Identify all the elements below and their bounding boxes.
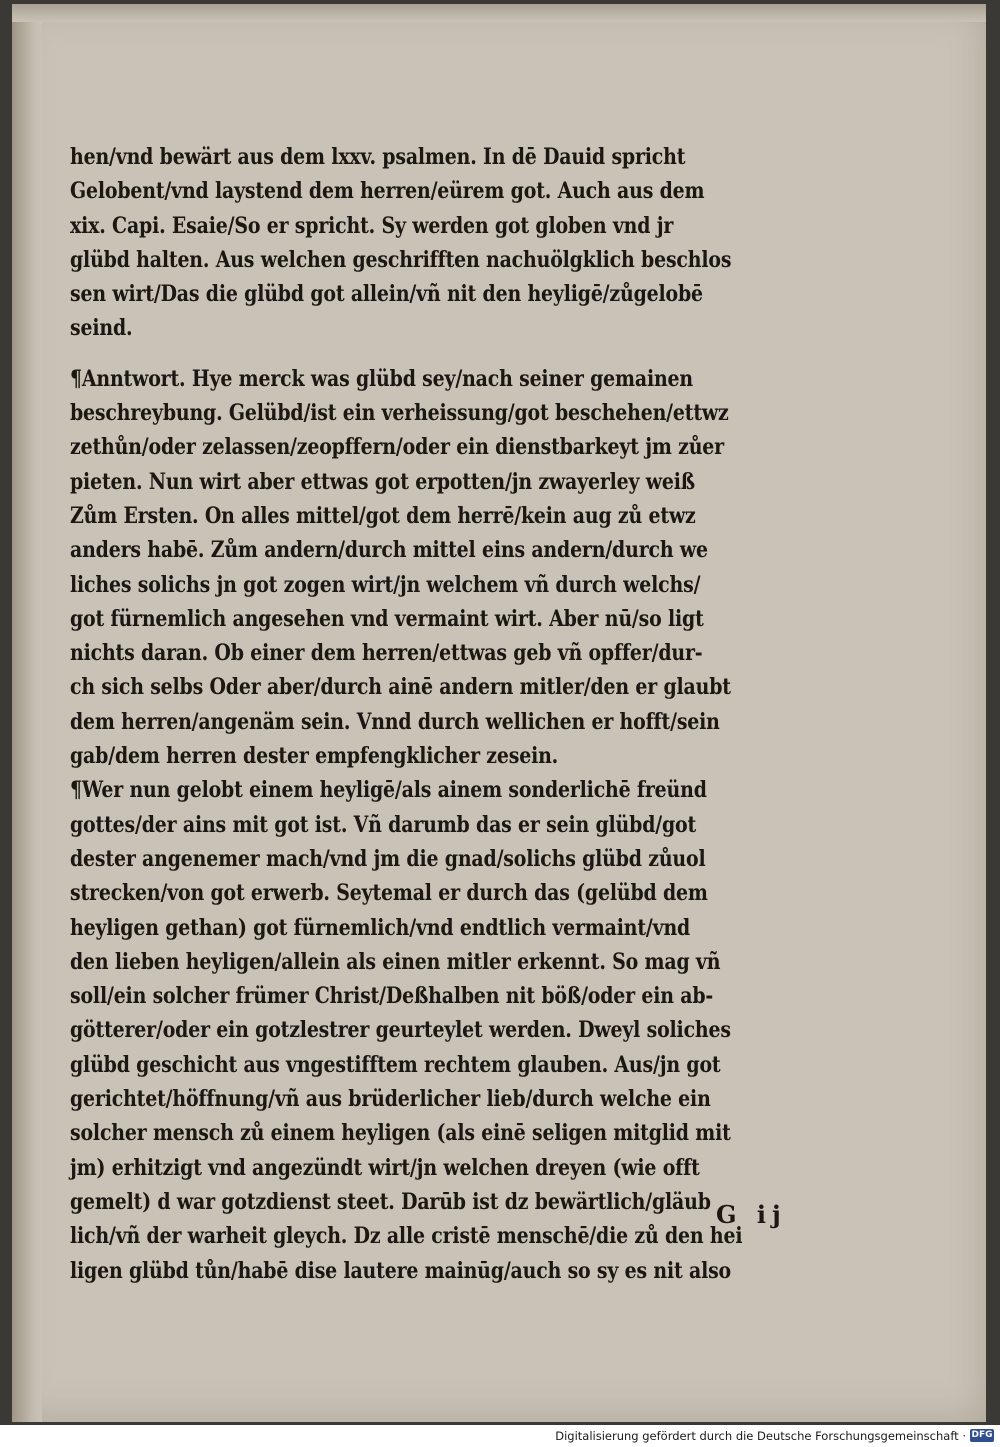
funding-credit: Digitalisierung gefördert durch die Deutsche Forschungsgemeinschaft · [555,1429,966,1443]
text-line: gemelt) d war gotzdienst steet. Darūb ist dz bewärtlich/gläub [70,1188,711,1215]
text-line: glübd geschicht aus vngestifftem rechtem glauben. Aus/jn got [70,1051,721,1078]
text-line: ch sich selbs Oder aber/durch ainē andern mitler/den er glaubt [70,674,731,701]
text-line: den lieben heyligen/allein als einen mitler erkennt. So mag vñ [70,948,721,975]
page-top-shadow [12,4,986,22]
text-line: pieten. Nun wirt aber ettwas got erpotten/jn zwayerley weiß [70,468,695,495]
text-line: jm) erhitzigt vnd angezündt wirt/jn welchen dreyen (wie offt [70,1154,700,1181]
text-line: beschreybung. Gelübd/ist ein verheissung/got beschehen/ettwz [70,400,729,427]
text-line: ¶Wer nun gelobt einem heyligē/als ainem sonderlichē freünd [70,777,707,804]
text-line: glübd halten. Aus welchen geschrifften nachuölgklich beschlos [70,246,732,273]
text-line: seind. [70,315,133,342]
text-line: lich/vñ der warheit gleych. Dz alle cristē menschē/die zů den hei [70,1223,743,1250]
text-line: ligen glübd tůn/habē dise lautere mainūg/auch so sy es nit also [70,1257,732,1284]
text-line: gerichtet/höffnung/vñ aus brüderlicher lieb/durch welche ein [70,1086,711,1113]
signature-mark: G ij [716,1200,787,1229]
dfg-logo-icon: DFG [971,1430,993,1440]
text-line: Gelobent/vnd laystend dem herren/eürem got. Auch aus dem [70,178,705,205]
text-line: hen/vnd bewärt aus dem lxxv. psalmen. In dē Dauid spricht [70,144,686,170]
text-line: sen wirt/Das die glübd got allein/vñ nit den heyligē/zůgelobē [70,281,703,308]
text-line: solcher mensch zů einem heyligen (als einē seligen mitglid mit [70,1120,731,1147]
text-line: heyligen gethan) got fürnemlich/vnd endtlich vermaint/vnd [70,914,691,941]
text-line: anders habē. Zům andern/durch mittel eins andern/durch we [70,537,708,564]
text-line: götterer/oder ein gotzlestrer geurteylet werden. Dweyl soliches [70,1017,731,1044]
footer-bar [0,1425,1000,1447]
text-line: nichts daran. Ob einer dem herren/ettwas geb vñ opffer/dur- [70,640,703,667]
text-line: soll/ein solcher frümer Christ/Deßhalben nit böß/oder ein ab- [70,983,714,1010]
scanned-page [12,4,986,1422]
text-line: gab/dem herren dester empfengklicher zesein. [70,743,559,770]
paragraph-2 [70,362,830,774]
body-text [70,140,830,1288]
page-edge-shadow [12,4,42,1422]
text-line: dester angenemer mach/vnd jm die gnad/solichs glübd zůuol [70,845,706,872]
text-line: dem herren/angenäm sein. Vnnd durch wellichen er hofft/sein [70,708,720,735]
text-line: xix. Capi. Esaie/So er spricht. Sy werden got globen vnd jr [70,212,674,239]
text-line: got fürnemlich angesehen vnd vermaint wirt. Aber nū/so ligt [70,605,704,632]
text-line: zethůn/oder zelassen/zeopffern/oder ein dienstbarkeyt jm zůer [70,434,724,461]
text-line: Zům Ersten. On alles mittel/got dem herrē/kein aug zů etwz [70,502,696,529]
text-line: gottes/der ains mit got ist. Vñ darumb das er sein glübd/got [70,811,697,838]
paragraph-1 [70,140,830,346]
text-line: liches solichs jn got zogen wirt/jn welchem vñ durch welchs/ [70,571,701,598]
text-line: ¶Anntwort. Hye merck was glübd sey/nach seiner gemainen [70,365,694,392]
text-line: strecken/von got erwerb. Seytemal er durch das (gelübd dem [70,880,708,907]
